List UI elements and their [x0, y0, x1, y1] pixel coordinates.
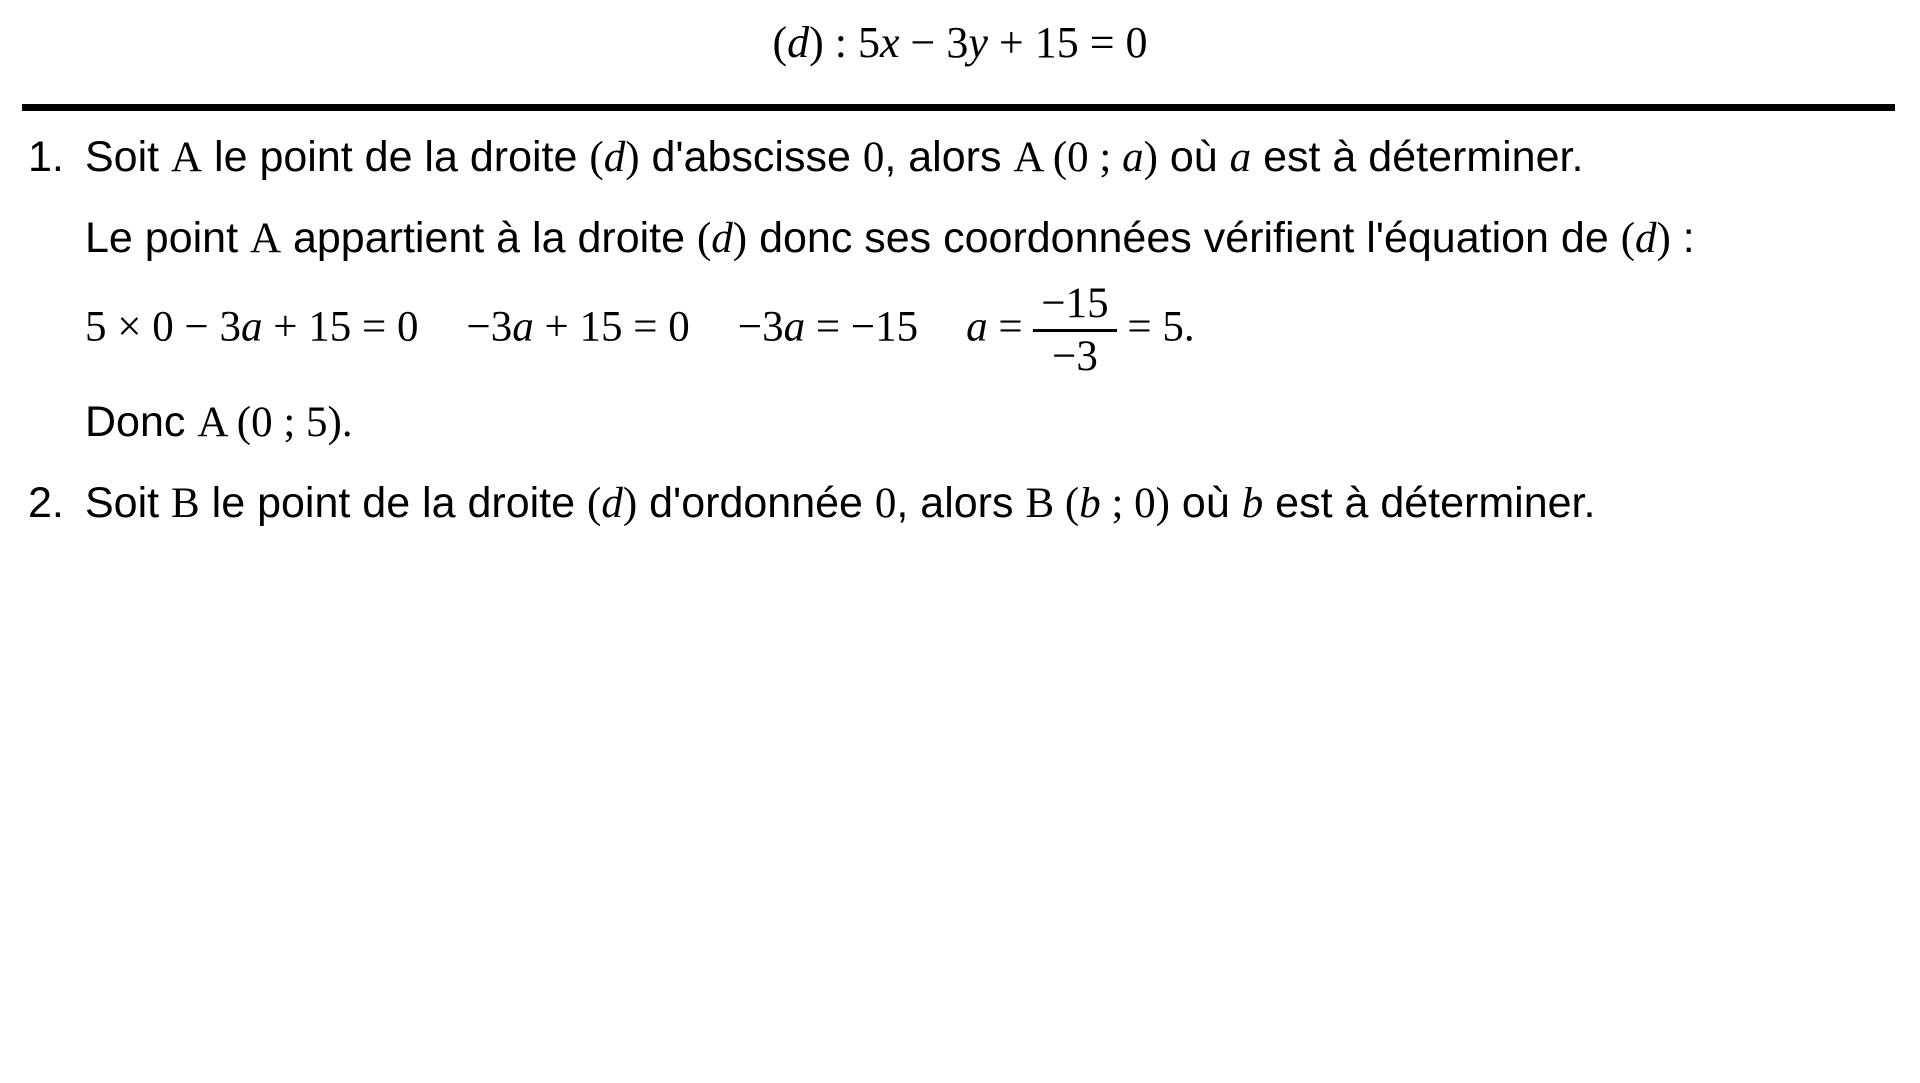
horizontal-rule [22, 104, 1895, 111]
text-run: ( [1620, 215, 1636, 262]
text-run: B [171, 480, 200, 527]
text-run: où [1157, 133, 1230, 181]
text-run: Donc [85, 398, 198, 446]
list-item-2 [28, 463, 1920, 544]
text-run: ) [1143, 134, 1158, 181]
text-run: = −15 [805, 303, 919, 351]
text-run: d [711, 215, 733, 262]
text-run: A [249, 215, 282, 262]
text-run: ) : 5 [809, 18, 880, 67]
line-equation-title [0, 12, 1920, 74]
text-run: appartient à la droite [281, 214, 697, 262]
text-run: où [1169, 479, 1242, 527]
line-point-a-appartient [85, 198, 1920, 279]
text-run: ( [589, 134, 604, 181]
text-run: d [603, 134, 626, 181]
text-run: ) [622, 480, 638, 527]
text-run: : [1670, 214, 1695, 262]
text-run: a [1122, 134, 1144, 181]
text-run: a [1229, 134, 1252, 181]
text-run: ( [696, 215, 712, 262]
text-run: B ( [1025, 480, 1080, 527]
text-run: 0 [874, 480, 897, 527]
text-run: y [968, 18, 988, 67]
text-run: d [1635, 215, 1657, 262]
text-run: a [783, 303, 806, 351]
text-run: + 15 = 0 [987, 18, 1148, 67]
text-run: , alors [884, 133, 1014, 181]
text-run: 5 × 0 − 3 [85, 303, 242, 351]
text-run: Soit [85, 133, 172, 181]
text-run: le point de la droite [199, 479, 587, 527]
text-run: + 15 = 0 [262, 303, 419, 351]
fraction-denominator: −3 [1033, 329, 1116, 382]
text-run: , alors [896, 479, 1026, 527]
text-run: d'abscisse [639, 133, 863, 181]
text-run: d [787, 18, 810, 67]
item-1-number: 1. [28, 133, 64, 181]
item-2-body [85, 463, 1920, 544]
solution-list [28, 117, 1920, 544]
text-run: a [966, 303, 988, 351]
text-run: ; 0) [1100, 480, 1170, 527]
text-run: est à déterminer. [1263, 479, 1596, 527]
text-run: Soit [85, 479, 172, 527]
text-run: le point de la droite [202, 133, 590, 181]
fraction [1033, 279, 1116, 382]
text-run: x [880, 18, 900, 67]
text-run: ( [772, 18, 788, 67]
line-point-a-definition [85, 117, 1920, 198]
text-run: a [241, 303, 263, 351]
text-run: = 5. [1116, 303, 1195, 351]
text-run: 0 [862, 134, 885, 181]
item-1-body [85, 117, 1920, 463]
line-conclusion-a [85, 382, 1920, 463]
text-run: b [1241, 480, 1264, 527]
text-run: a [512, 303, 534, 351]
text-run: = [987, 303, 1034, 351]
item-2-number: 2. [28, 479, 64, 527]
line-point-b-definition [85, 463, 1920, 544]
line-equation-solving [85, 279, 1920, 382]
text-run: ) [1656, 215, 1671, 262]
text-run: ) [732, 215, 748, 262]
text-run: est à déterminer. [1251, 133, 1584, 181]
text-run: A [171, 134, 203, 181]
text-run: b [1079, 480, 1101, 527]
text-run: donc ses coordonnées vérifient l'équation de [747, 214, 1621, 262]
text-run: d'ordonnée [637, 479, 875, 527]
text-run: ) [625, 134, 640, 181]
list-item-1 [28, 117, 1920, 463]
text-run: + 15 = 0 [533, 303, 690, 351]
text-run: − 3 [899, 18, 969, 67]
text-run: −3 [466, 303, 513, 351]
text-run: d [601, 480, 623, 527]
text-run: ( [587, 480, 602, 527]
text-run: A (0 ; 5). [197, 399, 353, 446]
text-run: Le point [85, 214, 250, 262]
text-run: −3 [737, 303, 784, 351]
text-run: A (0 ; [1013, 134, 1123, 181]
fraction-numerator: −15 [1041, 280, 1109, 327]
